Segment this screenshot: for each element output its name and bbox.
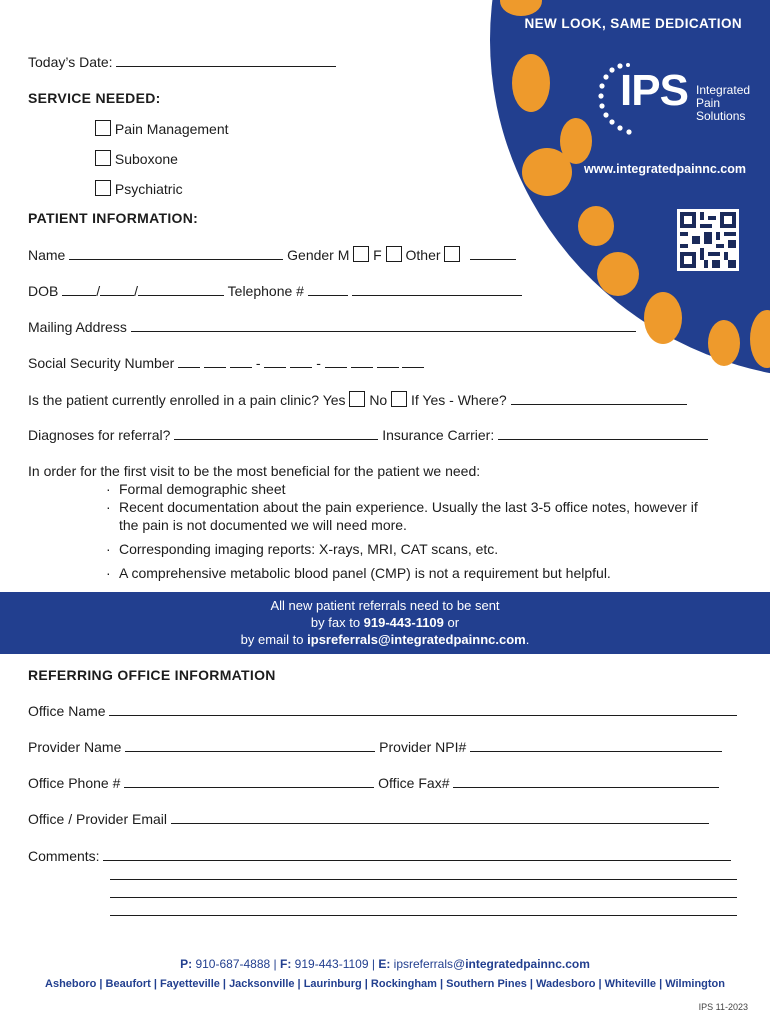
enrolled-yes-checkbox[interactable]	[349, 391, 365, 407]
suboxone-checkbox[interactable]	[95, 150, 111, 166]
referring-heading: REFERRING OFFICE INFORMATION	[28, 667, 276, 683]
pain-management-checkbox[interactable]	[95, 120, 111, 136]
comments-row: Comments:	[28, 848, 731, 864]
diagnoses-row: Diagnoses for referral? Insurance Carrier:	[28, 427, 708, 443]
dob-month-field[interactable]	[62, 284, 96, 296]
ssn-part3-field[interactable]	[351, 356, 373, 368]
provider-row: Provider Name Provider NPI#	[28, 739, 722, 755]
patient-heading: PATIENT INFORMATION:	[28, 210, 199, 226]
gender-other-field[interactable]	[470, 248, 516, 260]
gender-other-checkbox[interactable]	[444, 246, 460, 262]
footer-fax: 919-443-1109	[294, 957, 369, 971]
name-field[interactable]	[69, 248, 283, 260]
telephone-number-field[interactable]	[352, 284, 522, 296]
list-item: · Corresponding imaging reports: X-rays, MRI, CAT scans, etc.	[28, 540, 698, 558]
document-code: IPS 11-2023	[698, 1002, 748, 1012]
referral-banner: All new patient referrals need to be sent by fax to 919-443-1109 or by email to ipsreferrals@integratedpainnc.com.	[0, 592, 770, 654]
diagnoses-field[interactable]	[174, 428, 378, 440]
footer-email[interactable]: ipsreferrals@integratedpainnc.com	[393, 957, 590, 971]
list-item: · Recent documentation about the pain experience. Usually the last 3-5 office notes, however if	[28, 498, 698, 516]
date-field[interactable]	[116, 55, 336, 67]
mailing-address-field[interactable]	[131, 320, 636, 332]
comments-field-line[interactable]	[110, 904, 737, 916]
list-item: · Formal demographic sheet	[28, 480, 698, 498]
footer-phone[interactable]: 910-687-4888	[195, 957, 271, 971]
provider-name-field[interactable]	[125, 740, 375, 752]
mailing-row: Mailing Address	[28, 319, 636, 335]
ssn-part3-field[interactable]	[402, 356, 424, 368]
office-email-field[interactable]	[171, 812, 709, 824]
orange-dot	[522, 148, 572, 196]
qr-code-icon[interactable]	[677, 209, 739, 271]
logo-wordmark: IPS	[620, 66, 688, 115]
psychiatric-checkbox[interactable]	[95, 180, 111, 196]
office-email-row: Office / Provider Email	[28, 811, 709, 827]
dob-year-field[interactable]	[138, 284, 224, 296]
ips-logo	[596, 60, 756, 146]
contact-footer: P: 910-687-4888 | F: 919-443-1109 | E: ipsreferrals@integratedpainnc.com	[180, 957, 590, 971]
orange-dot	[578, 206, 614, 246]
requirements-intro: In order for the first visit to be the most beneficial for the patient we need:	[28, 463, 481, 479]
provider-npi-field[interactable]	[470, 740, 722, 752]
comments-field[interactable]	[103, 849, 731, 861]
name-gender-row: Name Gender M F Other	[28, 246, 516, 263]
dob-phone-row: DOB / / Telephone #	[28, 283, 522, 299]
office-fax-field[interactable]	[453, 776, 719, 788]
insurance-field[interactable]	[498, 428, 708, 440]
banner-email-link[interactable]: ipsreferrals@integratedpainnc.com	[307, 632, 526, 647]
office-phone-field[interactable]	[124, 776, 374, 788]
orange-dot	[512, 54, 550, 112]
office-contact-row: Office Phone # Office Fax#	[28, 775, 719, 791]
service-option: Pain Management	[95, 120, 229, 137]
service-option: Psychiatric	[95, 180, 183, 197]
orange-dot	[597, 252, 639, 296]
locations-list: Asheboro | Beaufort | Fayetteville | Jacksonville | Laurinburg | Rockingham | Southern Pines | Wadesboro | Whiteville | Wilmington	[45, 978, 725, 990]
ssn-part1-field[interactable]	[204, 356, 226, 368]
date-row	[28, 54, 336, 70]
logo-company-name: Integrated Pain Solutions	[696, 83, 751, 123]
office-name-field[interactable]	[109, 704, 737, 716]
orange-dot	[708, 320, 740, 366]
dob-day-field[interactable]	[100, 284, 134, 296]
ssn-part2-field[interactable]	[264, 356, 286, 368]
ssn-part3-field[interactable]	[325, 356, 347, 368]
enrolled-no-checkbox[interactable]	[391, 391, 407, 407]
office-name-row: Office Name	[28, 703, 737, 719]
clinic-where-field[interactable]	[511, 393, 687, 405]
ssn-part1-field[interactable]	[230, 356, 252, 368]
orange-dot	[644, 292, 682, 344]
gender-f-checkbox[interactable]	[386, 246, 402, 262]
tagline: NEW LOOK, SAME DEDICATION	[524, 16, 742, 31]
ssn-part1-field[interactable]	[178, 356, 200, 368]
list-item-continuation: the pain is not documented we will need more.	[119, 517, 407, 533]
website-link[interactable]: www.integratedpainnc.com	[583, 162, 746, 176]
comments-field-line[interactable]	[110, 886, 737, 898]
requirements-list	[28, 462, 698, 582]
ssn-part3-field[interactable]	[377, 356, 399, 368]
telephone-area-field[interactable]	[308, 284, 348, 296]
date-label: Today’s Date:	[28, 54, 113, 70]
ssn-part2-field[interactable]	[290, 356, 312, 368]
service-option: Suboxone	[95, 150, 178, 167]
list-item: · A comprehensive metabolic blood panel (CMP) is not a requirement but helpful.	[28, 564, 698, 582]
enrolled-row: Is the patient currently enrolled in a pain clinic? Yes No If Yes - Where?	[28, 391, 687, 408]
gender-m-checkbox[interactable]	[353, 246, 369, 262]
ssn-row: Social Security Number - -	[28, 355, 424, 371]
service-heading: SERVICE NEEDED:	[28, 90, 161, 106]
comments-field-line[interactable]	[110, 868, 737, 880]
qr-code-graphic	[680, 212, 736, 268]
banner-fax-number: 919-443-1109	[363, 615, 444, 630]
